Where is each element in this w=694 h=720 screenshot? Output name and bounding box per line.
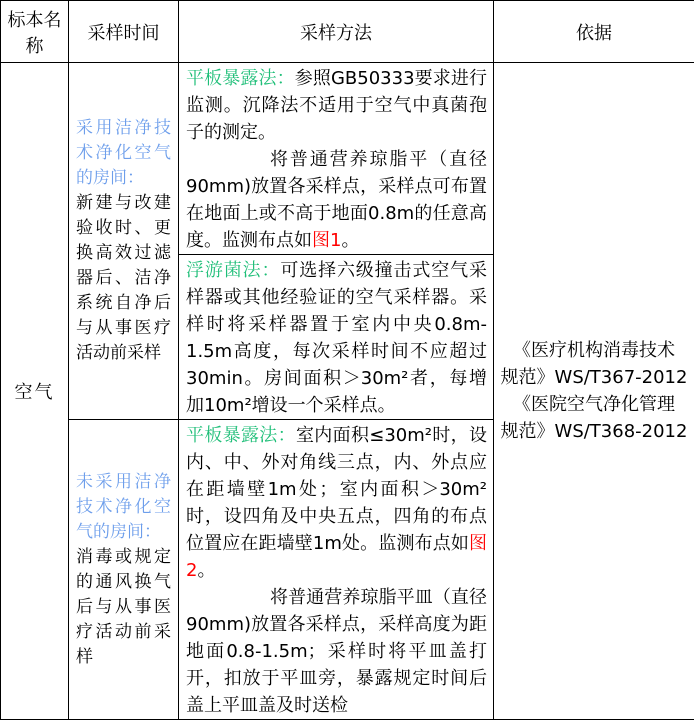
header-specimen: 标本名称 <box>1 1 69 63</box>
header-basis: 依据 <box>494 1 694 63</box>
basis-cell: 《医疗机构消毒技术 规范》WS/T367-2012 《医院空气净化管理 规范》WS/T368-2012 <box>494 63 694 720</box>
method-cell-airborne-bacteria: 浮游菌法：可选择六级撞击式空气采样器或其他经验证的空气采样器。采样时将采样器置于室内中央0.8m-1.5m高度，每次采样时间不应超过30min。房间面积＞30m²者，每增加10m²增设一个采样点。 <box>179 255 494 420</box>
header-method: 采样方法 <box>179 1 494 63</box>
header-row <box>1 1 694 63</box>
time-body-non-clean-rooms: 消毒或规定的通风换气后与从事医疗活动前采样 <box>76 545 171 670</box>
specimen-cell-air: 空气 <box>1 63 69 720</box>
body-row-1 <box>1 63 694 255</box>
time-body-clean-rooms: 新建与改建验收时、更换高效过滤器后、洁净系统自净后与从事医疗活动前采样 <box>76 191 171 366</box>
time-cell-clean-rooms <box>69 63 179 420</box>
method-cell-plate-exposure-non-clean: 平板暴露法：室内面积≤30m²时，设内、中、外对角线三点，内、外点应在距墙壁1m处；室内面积＞30m²时，设四角及中央五点，四角的布点位置应在距墙壁1m处。监测布点如图2。 将普通营养琼脂平皿（直径90mm)放置各采样点，采样高度为距地面0.8-1.5m；采样时将平皿盖打开，扣放于平皿旁，暴露规定时间后盖上平皿盖及时送检 <box>179 420 494 720</box>
time-cell-non-clean-rooms <box>69 420 179 720</box>
time-heading-non-clean-rooms: 未采用洁净技术净化空气的房间： <box>76 470 171 545</box>
time-heading-clean-rooms: 采用洁净技术净化空气的房间： <box>76 116 171 191</box>
method-cell-plate-exposure-clean: 平板暴露法：参照GB50333要求进行监测。沉降法不适用于空气中真菌孢子的测定。 将普通营养琼脂平（直径90mm)放置各采样点，采样点可布置在地面上或不高于地面0.8m的任意高度。监测布点如图1。 <box>179 63 494 255</box>
header-time: 采样时间 <box>69 1 179 63</box>
